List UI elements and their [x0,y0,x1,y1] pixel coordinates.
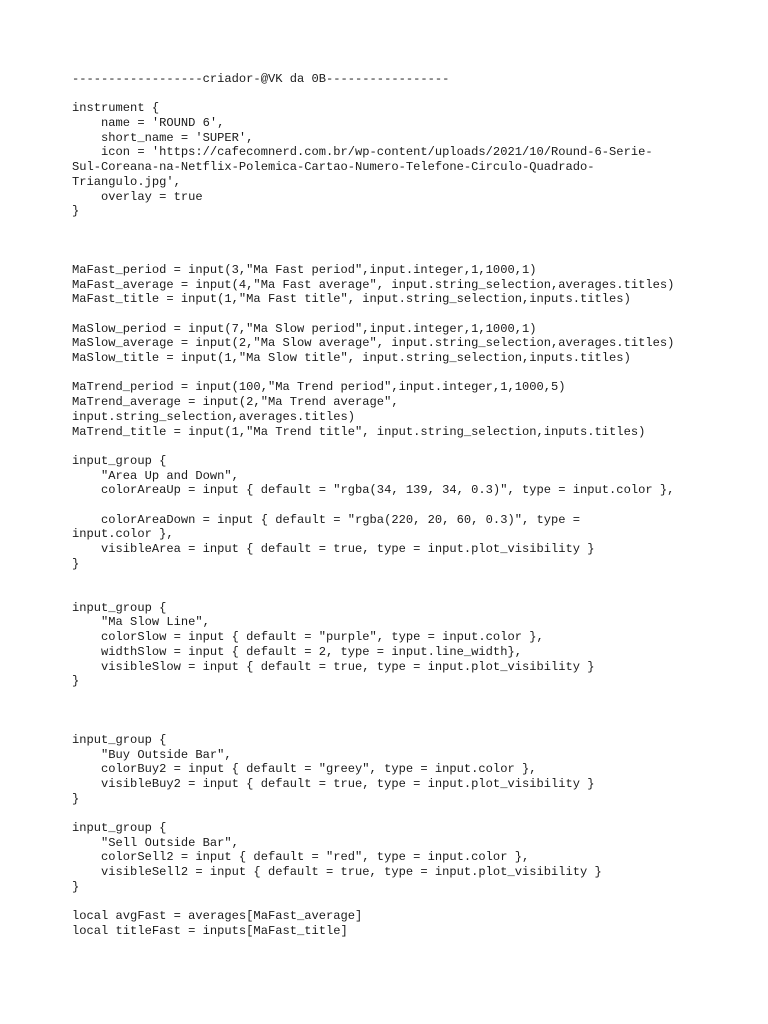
code-line: MaFast_average = input(4,"Ma Fast average", input.string_selection,averages.titles) [72,277,675,292]
code-line: local avgFast = averages[MaFast_average] [72,909,363,924]
code-line: "Sell Outside Bar", [72,835,239,850]
code-line [72,439,712,454]
code-line: MaTrend_period = input(100,"Ma Trend period",input.integer,1,1000,5) [72,380,566,395]
code-line: "Ma Slow Line", [72,615,210,630]
code-line: } [72,674,80,689]
code-line: widthSlow = input { default = 2, type = input.line_width}, [72,644,522,659]
code-line [72,366,712,381]
code-line: colorAreaDown = input { default = "rgba(220, 20, 60, 0.3)", type = [72,512,581,527]
code-line: MaSlow_average = input(2,"Ma Slow average", input.string_selection,averages.titles) [72,336,675,351]
code-line [72,234,712,249]
code-line: } [72,791,80,806]
code-line: MaTrend_average = input(2,"Ma Trend average", [72,395,399,410]
code-line: input_group { [72,600,167,615]
code-line [72,571,712,586]
code-line: Triangulo.jpg', [72,174,181,189]
code-line: } [72,204,80,219]
code-line [72,586,712,601]
code-line [72,718,712,733]
code-line [72,219,712,234]
code-line [72,87,712,102]
code-line [72,498,712,513]
code-line [72,704,712,719]
code-line [72,248,712,263]
code-line: colorSlow = input { default = "purple", type = input.color }, [72,630,544,645]
code-line: short_name = 'SUPER', [72,130,254,145]
code-line: MaTrend_title = input(1,"Ma Trend title", input.string_selection,inputs.titles) [72,424,646,439]
code-line: input.string_selection,averages.titles) [72,409,356,424]
code-line: icon = 'https://cafecomnerd.com.br/wp-content/uploads/2021/10/Round-6-Serie- [72,145,653,160]
code-line: "Buy Outside Bar", [72,747,232,762]
code-line: colorAreaUp = input { default = "rgba(34, 139, 34, 0.3)", type = input.color }, [72,483,675,498]
code-line [72,307,712,322]
code-line: visibleSlow = input { default = true, type = input.plot_visibility } [72,659,595,674]
code-line: instrument { [72,101,160,116]
code-line [72,806,712,821]
code-line: MaSlow_title = input(1,"Ma Slow title", input.string_selection,inputs.titles) [72,351,631,366]
code-line: } [72,556,80,571]
code-line: MaFast_period = input(3,"Ma Fast period",input.integer,1,1000,1) [72,262,537,277]
code-line: input_group { [72,732,167,747]
code-line: Sul-Coreana-na-Netflix-Polemica-Cartao-Numero-Telefone-Circulo-Quadrado- [72,160,595,175]
code-line: ------------------criador-@VK da 0B----------------- [72,72,450,86]
code-line: overlay = true [72,189,203,204]
code-line: input_group { [72,821,167,836]
code-line: visibleArea = input { default = true, type = input.plot_visibility } [72,542,595,556]
code-line: input_group { [72,453,167,468]
code-line: } [72,879,80,894]
code-line: MaFast_title = input(1,"Ma Fast title", input.string_selection,inputs.titles) [72,292,631,307]
code-line [72,689,712,704]
code-line: local titleFast = inputs[MaFast_title] [72,923,348,938]
code-line: colorSell2 = input { default = "red", type = input.color }, [72,850,530,865]
code-line: input.color }, [72,527,174,542]
code-line: visibleBuy2 = input { default = true, type = input.plot_visibility } [72,777,595,791]
code-listing [72,72,712,939]
code-line: colorBuy2 = input { default = "greey", type = input.color }, [72,762,537,777]
code-line: "Area Up and Down", [72,468,239,483]
code-line: MaSlow_period = input(7,"Ma Slow period",input.integer,1,1000,1) [72,321,537,336]
code-line: visibleSell2 = input { default = true, type = input.plot_visibility } [72,865,602,880]
code-line: name = 'ROUND 6', [72,116,225,131]
code-line [72,895,712,910]
